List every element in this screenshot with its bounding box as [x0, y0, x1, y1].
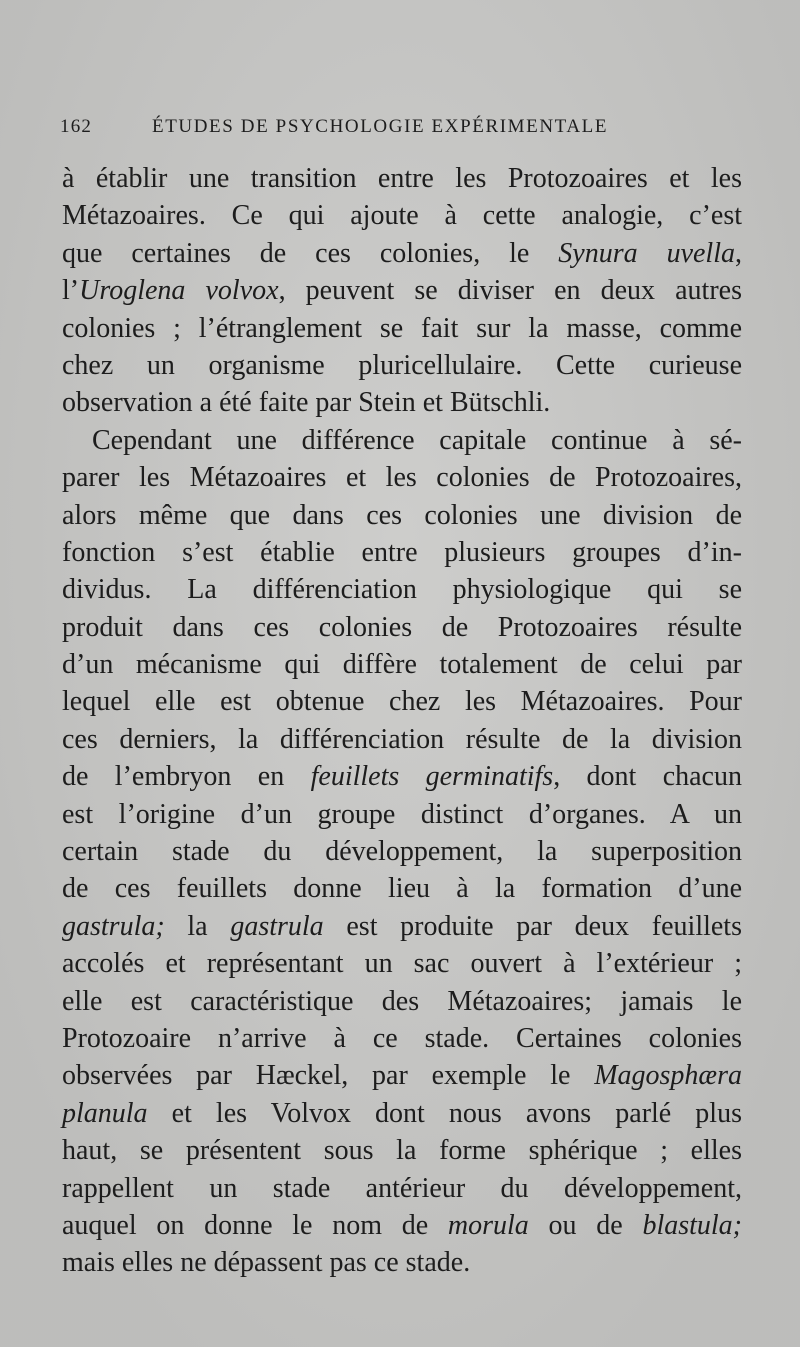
text-segment: chez un organisme pluricellulaire. Cette curieuse [62, 349, 742, 381]
text-segment: de ces feuillets donne lieu à la formation d’une [62, 873, 742, 905]
page-number: 162 [60, 116, 93, 137]
text-line [62, 983, 742, 1020]
italic-term: Magosphæra [594, 1060, 742, 1092]
text-segment: d’un mécanisme qui diffère totalement de celui par [62, 649, 742, 681]
text-segment: haut, se présentent sous la forme sphérique ; elles [62, 1135, 742, 1167]
text-segment: Protozoaire n’arrive à ce stade. Certaines colonies [62, 1022, 742, 1054]
text-segment: accolés et représentant un sac ouvert à l’extérieur ; [62, 948, 742, 980]
text-segment: la [164, 910, 231, 942]
text-line [62, 1057, 742, 1094]
text-segment: mais elles ne dépassent pas ce stade. [62, 1247, 471, 1279]
text-segment: ou de [528, 1209, 643, 1241]
italic-term: blastula; [642, 1209, 742, 1241]
text-line [62, 1207, 742, 1244]
text-segment: ces derniers, la différenciation résulte de la division [62, 723, 742, 755]
text-line [62, 235, 742, 272]
text-segment: l’ [62, 275, 80, 307]
text-segment: auquel on donne le nom de [62, 1209, 448, 1241]
text-segment: elle est caractéristique des Métazoaires; jamais le [62, 985, 742, 1017]
text-segment: certain stade du développement, la superposition [62, 836, 742, 868]
text-line [62, 796, 742, 833]
text-line [62, 683, 742, 720]
text-line [62, 609, 742, 646]
text-line [62, 833, 742, 870]
text-line [62, 272, 742, 309]
text-segment: fonction s’est établie entre plusieurs groupes d’in- [62, 536, 742, 568]
text-line [62, 310, 742, 347]
italic-term: feuillets germinatifs [310, 761, 554, 793]
text-segment: est l’origine d’un groupe distinct d’organes. A un [62, 798, 742, 830]
text-segment: à établir une transition entre les Protozoaires et les [62, 163, 742, 194]
text-line [62, 1020, 742, 1057]
italic-term: Synura uvella [558, 237, 735, 269]
text-line [62, 908, 742, 945]
text-line [62, 571, 742, 608]
italic-term: gastrula [230, 910, 324, 942]
text-line [62, 646, 742, 683]
text-segment: observées par Hæckel, par exemple le [62, 1060, 595, 1092]
text-line [62, 384, 742, 421]
text-line [62, 534, 742, 571]
text-line [62, 1132, 742, 1169]
text-segment: et les Volvox dont nous avons parlé plus [147, 1097, 742, 1129]
text-line [62, 758, 742, 795]
text-segment: , dont chacun [553, 761, 742, 793]
italic-term: planula [62, 1097, 148, 1129]
text-line [62, 197, 742, 234]
text-segment: rappellent un stade antérieur du développement, [62, 1172, 742, 1204]
text-segment: dividus. La différenciation physiologique qui se [62, 574, 742, 606]
text-segment: de l’embryon en [62, 761, 311, 793]
text-line [62, 459, 742, 496]
text-segment: parer les Métazoaires et les colonies de Protozoaires, [62, 462, 742, 494]
running-title: ÉTUDES DE PSYCHOLOGIE EXPÉRIMENTALE [152, 116, 609, 137]
text-segment: , [734, 237, 742, 269]
text-segment: Métazoaires. Ce qui ajoute à cette analogie, c’est [62, 200, 742, 232]
text-line [62, 945, 742, 982]
text-segment: lequel elle est obtenue chez les Métazoaires. Pour [62, 686, 742, 718]
text-segment: produit dans ces colonies de Protozoaires résulte [62, 611, 742, 643]
italic-term: gastrula; [62, 910, 165, 942]
text-segment: observation a été faite par Stein et Bütschli. [62, 387, 551, 419]
text-line [62, 347, 742, 384]
text-segment: , peuvent se diviser en deux autres [278, 275, 742, 307]
text-segment: Cependant une différence capitale continue à sé- [92, 424, 742, 456]
body-text [62, 160, 742, 1282]
text-line [62, 870, 742, 907]
text-segment: est produite par deux feuillets [323, 910, 742, 942]
italic-term: Uroglena volvox [79, 275, 279, 307]
text-line [62, 497, 742, 534]
italic-term: morula [447, 1209, 529, 1241]
text-line [62, 1095, 742, 1132]
text-line [62, 160, 742, 197]
text-segment: que certaines de ces colonies, le [62, 237, 559, 269]
text-segment: colonies ; l’étranglement se fait sur la masse, comme [62, 312, 742, 344]
running-head [60, 116, 750, 146]
text-line [62, 1244, 742, 1281]
text-line [62, 422, 742, 459]
text-line [62, 721, 742, 758]
text-line [62, 1170, 742, 1207]
text-segment: alors même que dans ces colonies une division de [62, 499, 742, 531]
